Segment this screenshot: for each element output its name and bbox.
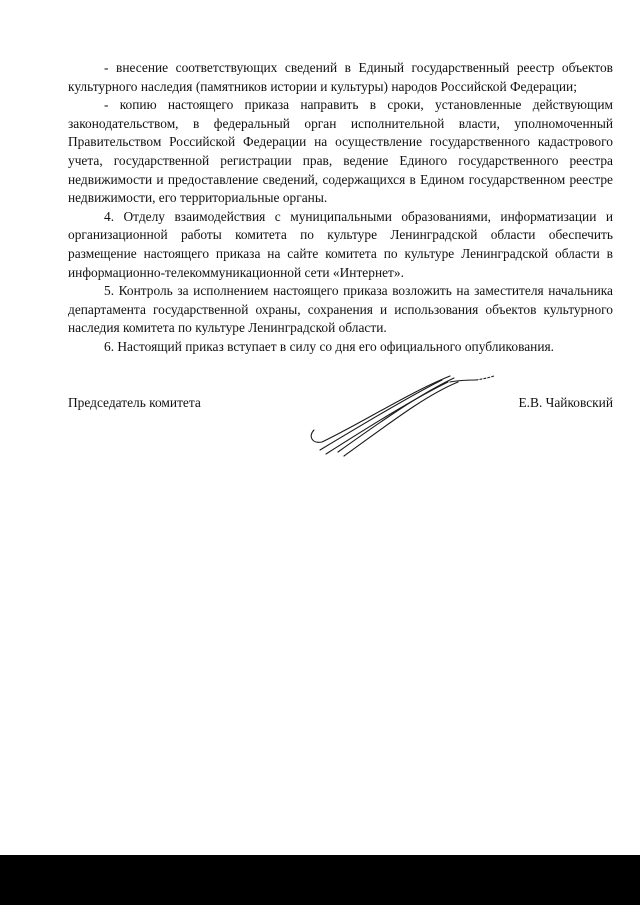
paragraph-item-6: 6. Настоящий приказ вступает в силу со дня его официального опубликования. <box>104 338 554 354</box>
signer-title: Председатель комитета <box>68 395 201 410</box>
signer-name: Е.В. Чайковский <box>518 395 613 410</box>
scan-edge-bar <box>0 855 640 905</box>
paragraph-copy-order: - копию настоящего приказа направить в сроки, установленные действующим законодательством, в федеральный орган исполнительной власти, уполномоченный Правительством Российской Федерации на осуществление государственного кадастрового учета, государственной регистрации прав, ведение Единого государственного реестра недвижимости и предоставление сведений, содержащихся в Едином государственном реестре недвижимости, его территориальные органы. <box>68 97 613 206</box>
paragraph-item-5: 5. Контроль за исполнением настоящего приказа возложить на заместителя начальника департамента государственной охраны, сохранения и использования объектов культурного наследия комитета по культуре Ленинградской области. <box>68 283 613 336</box>
paragraph-item-4: 4. Отделу взаимодействия с муниципальными образованиями, информатизации и организационной работы комитета по культуре Ленинградской области обеспечить размещение настоящего приказа на сайте комитета по культуре Ленинградской области в информационно-телекоммуникационной сети «Интернет». <box>68 208 613 280</box>
handwritten-signature <box>300 368 500 458</box>
paragraph-registry-entry: - внесение соответствующих сведений в Единый государственный реестр объектов культурного наследия (памятников истории и культуры) народов Российской Федерации; <box>68 60 613 94</box>
document-body <box>68 59 613 357</box>
